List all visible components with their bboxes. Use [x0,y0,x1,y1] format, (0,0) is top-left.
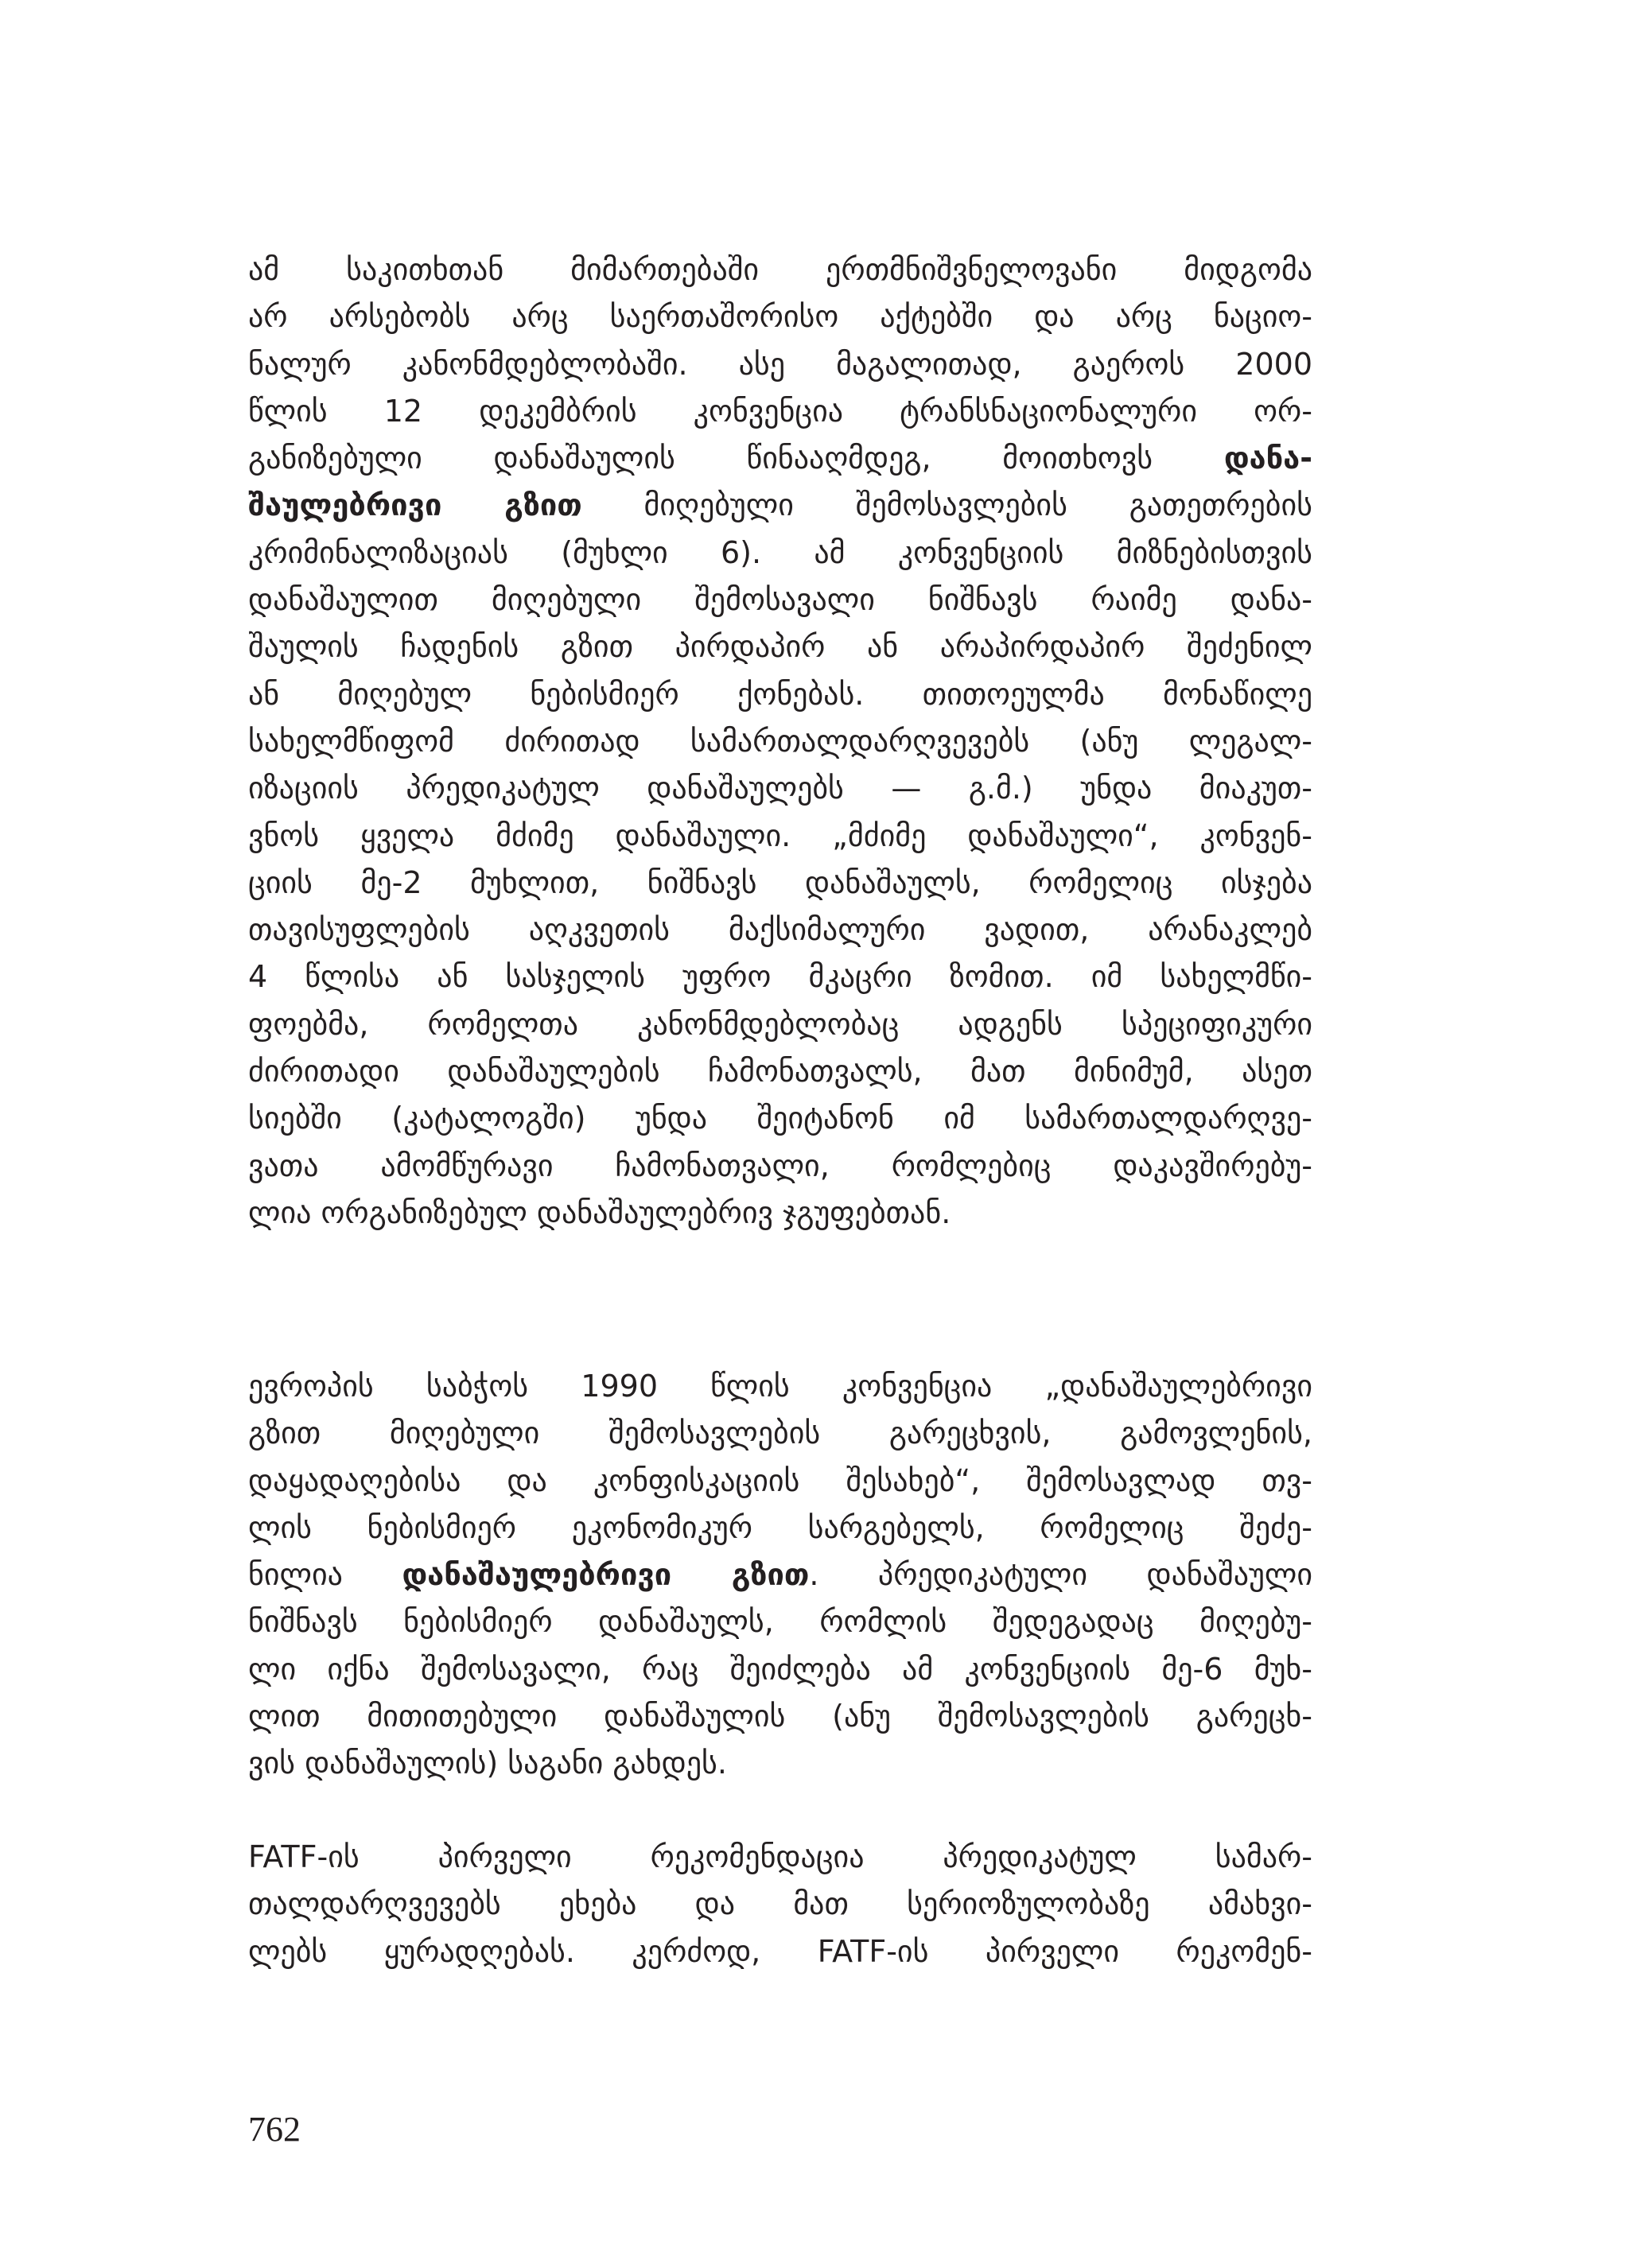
text-line: ლით მითითებული დანაშაულის (ანუ შემოსავლების გარეცხ- [248,1699,1312,1734]
text-line: ლებს ყურადღებას. კერძოდ, FATF-ის პირველი რეკომენ- [248,1933,1312,1969]
text-line: დანაშაულით მიღებული შემოსავალი ნიშნავს რაიმე დანა- [248,582,1312,618]
paragraph-3 [248,1834,1312,1975]
paragraph-1 [248,247,1312,1237]
line-segment: . პრედიკატული დანაშაული [809,1557,1312,1593]
text-line: ევროპის საბჭოს 1990 წლის კონვენცია „დანაშაულებრივი [248,1369,1312,1404]
text-line [248,1551,1312,1598]
text-line: კრიმინალიზაციას (მუხლი 6). ამ კონვენციის მიზნებისთვის [248,534,1312,570]
bold-term: დანა- [1223,441,1312,476]
line-segment: მიღებული შემოსავლების გათეთრების [581,487,1313,523]
text-line: ლის ნებისმიერ ეკონომიკურ სარგებელს, რომელიც შეძე- [248,1509,1312,1545]
text-line: გზით მიღებული შემოსავლების გარეცხვის, გამოვლენის, [248,1416,1312,1451]
text-line: იზაციის პრედიკატულ დანაშაულებს — გ.მ.) უნდა მიაკუთ- [248,771,1312,806]
text-line [248,435,1312,482]
bold-term: დანაშაულებრივი გზით [402,1557,810,1593]
text-line: დაყადაღებისა და კონფისკაციის შესახებ“, შემოსავლად თვ- [248,1462,1312,1498]
text-line: FATF-ის პირველი რეკომენდაცია პრედიკატულ სამარ- [248,1839,1312,1874]
text-line: თალდარღვევებს ეხება და მათ სერიოზულობაზე ამახვი- [248,1886,1312,1922]
paragraph-2 [248,1363,1312,1788]
text-line: სიებში (კატალოგში) უნდა შეიტანონ იმ სამართალდარღვე- [248,1101,1312,1136]
text-line: ლი იქნა შემოსავალი, რაც შეიძლება ამ კონვენციის მე-6 მუხ- [248,1651,1312,1687]
text-line: ვის დანაშაულის) საგანი გახდეს. [248,1746,727,1781]
bold-term: შაულებრივი გზით [248,487,582,523]
line-segment: განიზებული დანაშაულის წინააღმდეგ, მოითხოვს [248,441,1224,476]
text-line: ვათა ამომწურავი ჩამონათვალი, რომლებიც დაკავშირებუ- [248,1148,1312,1183]
text-line: თავისუფლების აღკვეთის მაქსიმალური ვადით, არანაკლებ [248,912,1312,948]
text-line: 4 წლისა ან სასჯელის უფრო მკაცრი ზომით. იმ სახელმწი- [248,959,1312,995]
text-line: წლის 12 დეკემბრის კონვენცია ტრანსნაციონალური ორ- [248,393,1312,429]
text-line: ციის მე-2 მუხლით, ნიშნავს დანაშაულს, რომელიც ისჯება [248,864,1312,900]
text-line: ამ საკითხთან მიმართებაში ერთმნიშვნელოვანი მიდგომა [248,252,1312,287]
text-line: ან მიღებულ ნებისმიერ ქონებას. თითოეულმა მონაწილე [248,676,1312,712]
text-line: შაულის ჩადენის გზით პირდაპირ ან არაპირდაპირ შეძენილ [248,629,1312,665]
text-line: არ არსებობს არც საერთაშორისო აქტებში და არც ნაციო- [248,299,1312,335]
text-line: ვნოს ყველა მძიმე დანაშაული. „მძიმე დანაშაული“, კონვენ- [248,817,1312,853]
page-number: 762 [248,2110,301,2149]
text-line [248,482,1312,529]
text-line: ძირითადი დანაშაულების ჩამონათვალს, მათ მინიმუმ, ასეთ [248,1054,1312,1089]
text-line: ფოებმა, რომელთა კანონმდებლობაც ადგენს სპეციფიკური [248,1006,1312,1042]
text-line: სახელმწიფომ ძირითად სამართალდარღვევებს (ანუ ლეგალ- [248,723,1312,759]
line-segment: ნილია [248,1557,402,1593]
text-line: ლია ორგანიზებულ დანაშაულებრივ ჯგუფებთან. [248,1194,951,1230]
text-line: ნალურ კანონმდებლობაში. ასე მაგალითად, გაეროს 2000 [248,346,1312,382]
text-line: ნიშნავს ნებისმიერ დანაშაულს, რომლის შედეგადაც მიღებუ- [248,1604,1312,1640]
